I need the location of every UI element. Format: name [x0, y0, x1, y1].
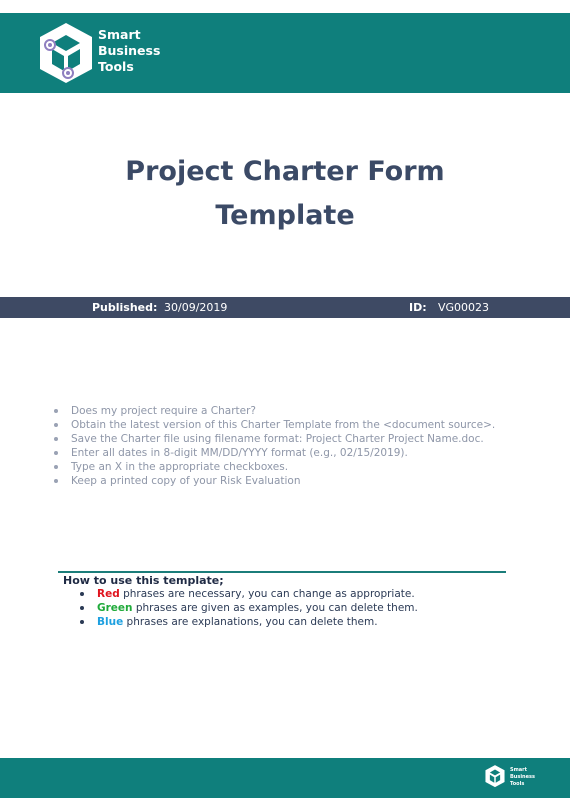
footer-banner [0, 758, 570, 798]
published-date: 30/09/2019 [164, 301, 228, 314]
brand-line: Business [98, 43, 161, 58]
brand-name [98, 27, 160, 75]
list-item: Type an X in the appropriate checkboxes. [52, 460, 495, 474]
footer-brand-line: Business [510, 774, 535, 780]
brand-line: Tools [98, 59, 134, 74]
how-to-title: How to use this template; [63, 574, 224, 587]
how-to-item-red [78, 587, 418, 601]
footer-brand-line: Smart [510, 767, 528, 773]
how-to-item-blue [78, 615, 418, 629]
instruction-list [52, 404, 495, 488]
id-value: VG00023 [438, 301, 490, 314]
how-to-text: phrases are given as examples, you can delete them. [132, 602, 418, 614]
id-label: ID: [409, 301, 427, 314]
list-item: Save the Charter file using filename format: Project Charter Project Name.doc. [52, 432, 495, 446]
how-to-text: phrases are explanations, you can delete them. [123, 616, 378, 628]
blue-keyword: Blue [97, 616, 124, 628]
brand-line: Smart [98, 27, 141, 42]
footer-logo-icon [484, 764, 506, 789]
list-item: Keep a printed copy of your Risk Evaluation [52, 474, 495, 488]
red-keyword: Red [97, 588, 120, 600]
how-to-text: phrases are necessary, you can change as appropriate. [119, 588, 415, 600]
footer-brand-name [510, 767, 535, 788]
header-banner [0, 13, 570, 93]
document-title [0, 150, 570, 238]
footer-brand-line: Tools [510, 781, 525, 787]
published-bar [0, 297, 570, 318]
list-item: Enter all dates in 8-digit MM/DD/YYYY format (e.g., 02/15/2019). [52, 446, 495, 460]
list-item: Obtain the latest version of this Charter Template from the <document source>. [52, 418, 495, 432]
title-line-1: Project Charter Form [125, 156, 445, 187]
how-to-list [78, 587, 418, 629]
smart-business-tools-logo-icon [36, 21, 96, 87]
how-to-divider [58, 571, 506, 573]
published-label: Published: [92, 301, 158, 314]
green-keyword: Green [97, 602, 133, 614]
title-line-2: Template [215, 200, 355, 231]
how-to-item-green [78, 601, 418, 615]
list-item: Does my project require a Charter? [52, 404, 495, 418]
